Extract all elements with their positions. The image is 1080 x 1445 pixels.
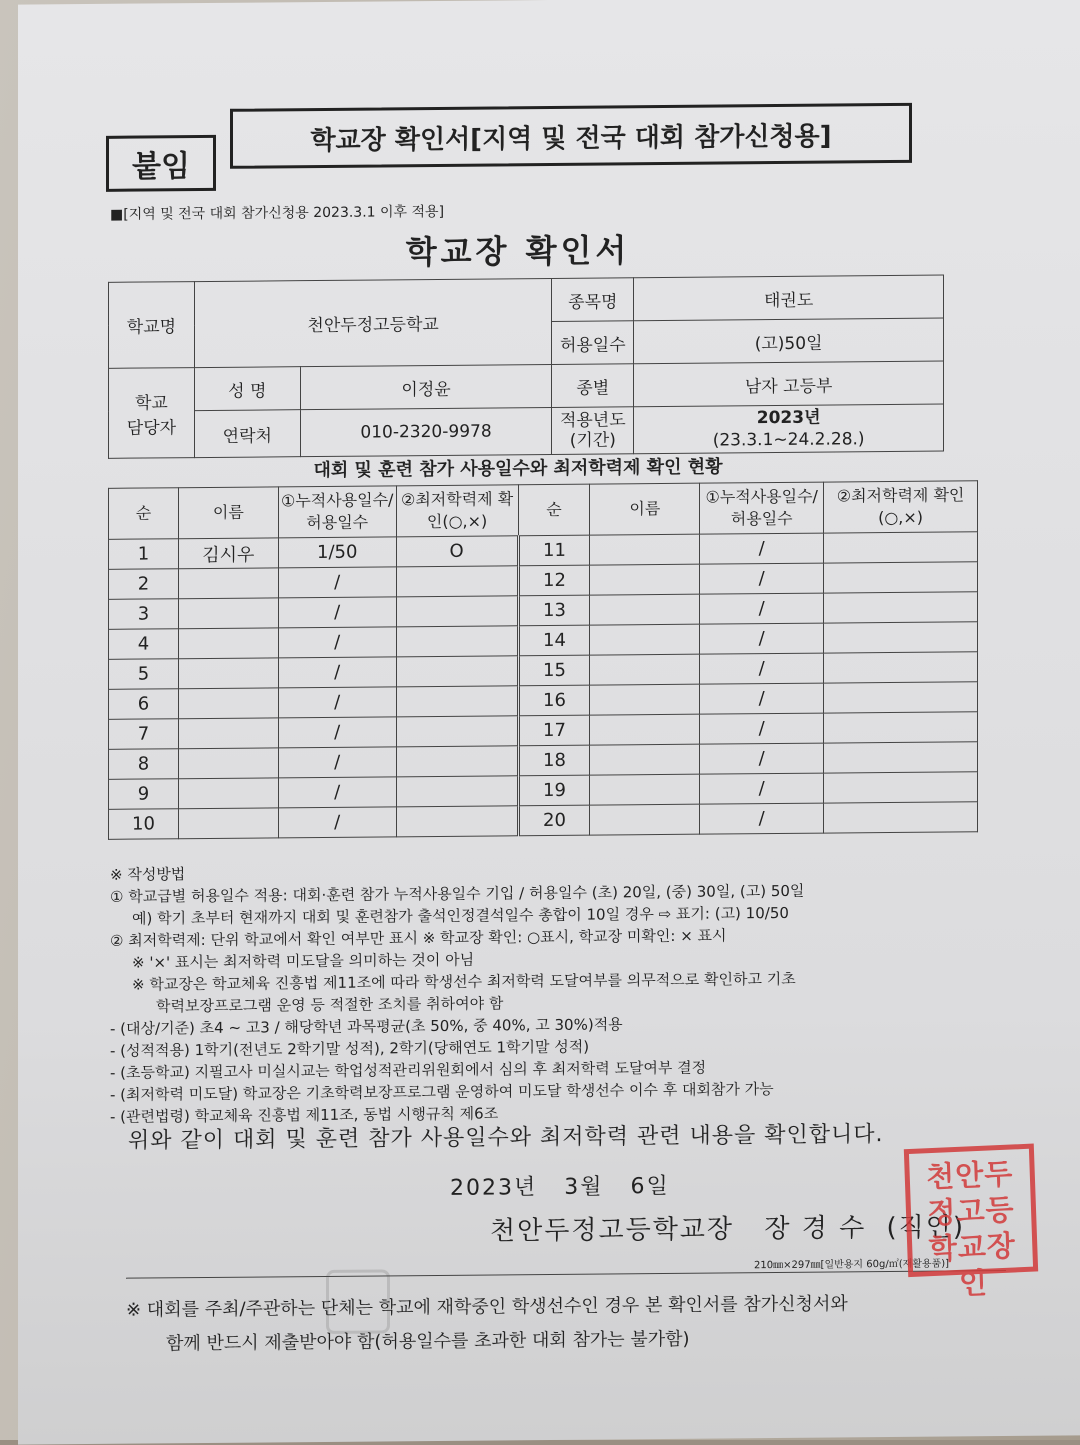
instruction-line: - (성적적용) 1학기(전년도 2학기말 성적), 2학기(당해연도 1학기말 성적) (110, 1037, 590, 1060)
row-number: 8 (109, 749, 179, 780)
allowed-days-value: (고)50일 (634, 318, 944, 364)
school-label: 학교명 (109, 282, 195, 369)
attachment-tag-text: 붙임 (132, 149, 190, 185)
issue-date (450, 1169, 670, 1202)
usage-table (108, 480, 978, 840)
row-number: 17 (518, 715, 590, 746)
row-min-grade (396, 686, 518, 717)
row-min-grade (824, 772, 978, 803)
row-min-grade (824, 802, 978, 833)
col-name-left: 이름 (178, 487, 278, 539)
confirm-text: 위와 같이 대회 및 훈련 참가 사용일수와 최저학력 관련 내용을 확인합니다. (128, 1122, 884, 1154)
usage-heading: 대회 및 훈련 참가 사용일수와 최저학력제 확인 현황 (313, 456, 723, 482)
row-days: / (700, 593, 824, 624)
document-page (18, 0, 1080, 1445)
header-title: 학교장 확인서[지역 및 전국 대회 참가신청용] (310, 121, 832, 156)
row-days: / (700, 623, 824, 654)
row-days: / (700, 803, 824, 834)
row-number: 18 (518, 745, 590, 776)
row-min-grade (396, 776, 518, 807)
row-days: / (278, 807, 396, 838)
date-month: 3월 (564, 1174, 604, 1200)
instruction-line: - (최저학력 미도달) 학교장은 기초학력보장프로그램 운영하여 미도달 학생선수 이수 후 대회참가 가능 (110, 1080, 774, 1104)
name-value: 이정윤 (300, 364, 552, 409)
row-number: 11 (518, 535, 590, 566)
row-days: / (278, 687, 396, 718)
seal-text: 천안두정고등학교장인 (925, 1156, 1017, 1301)
col-min-left: ②최저학력제 확인(○,×) (396, 485, 518, 537)
row-min-grade (824, 712, 978, 743)
row-min-grade (396, 746, 518, 777)
row-min-grade (396, 656, 518, 687)
contact-label: 연락처 (194, 410, 300, 458)
row-days: / (700, 743, 824, 774)
instruction-line: ② 최저학력제: 단위 학교에서 확인 여부만 표시 ※ 학교장 확인: ○표시, 학교장 미확인: × 표시 (110, 926, 727, 950)
row-min-grade (824, 652, 978, 683)
row-min-grade (824, 682, 978, 713)
row-name (178, 598, 278, 629)
row-name (590, 594, 700, 625)
row-number: 5 (109, 659, 179, 690)
row-number: 9 (109, 779, 179, 810)
row-min-grade (824, 592, 978, 623)
info-table (108, 275, 944, 459)
principal-seal-label: (직인) (886, 1212, 965, 1244)
row-name (178, 628, 278, 659)
row-name: 김시우 (178, 538, 278, 569)
principal-name: 장 경 수 (764, 1213, 867, 1245)
row-days: / (700, 683, 824, 714)
row-name (590, 624, 700, 655)
allowed-days-label: 허용일수 (552, 321, 634, 365)
row-name (590, 684, 700, 715)
row-number: 12 (518, 565, 590, 596)
attachment-tag (106, 135, 216, 192)
row-name (590, 564, 700, 595)
document-title: 학교장 확인서 (405, 231, 631, 272)
row-min-grade (824, 562, 978, 593)
row-name (178, 568, 278, 599)
col-name-right: 이름 (590, 483, 700, 535)
usage-header-row (109, 481, 978, 540)
instruction-line: ※ 작성방법 (110, 865, 186, 884)
row-min-grade (824, 742, 978, 773)
row-days: / (278, 747, 396, 778)
col-min-right: ②최저학력제 확인(○,×) (824, 481, 978, 533)
col-no-right: 순 (518, 484, 590, 536)
division-value: 남자 고등부 (634, 361, 944, 407)
table-row (109, 802, 978, 840)
row-name (178, 688, 278, 719)
row-name (178, 658, 278, 689)
row-days: / (278, 627, 396, 658)
event-label: 종목명 (552, 278, 634, 322)
row-number: 3 (109, 599, 179, 630)
instruction-line: - (대상/기준) 초4 ~ 고3 / 해당학년 과목평균(초 50%, 중 40%, 고 30%)적용 (110, 1015, 623, 1038)
row-name (178, 718, 278, 749)
row-number: 15 (518, 655, 590, 686)
row-name (178, 808, 278, 839)
row-number: 6 (109, 689, 179, 720)
instruction-line: ※ '×' 표시는 최저학력 미도달을 의미하는 것이 아님 (132, 950, 475, 972)
row-min-grade: O (396, 536, 518, 567)
division-label: 종별 (552, 364, 634, 408)
date-day: 6일 (630, 1173, 670, 1200)
row-min-grade (396, 626, 518, 657)
row-min-grade (396, 566, 518, 597)
row-number: 10 (109, 809, 179, 840)
instructions (110, 858, 804, 1128)
row-min-grade (824, 622, 978, 653)
instruction-line: - (관련법령) 학교체육 진흥법 제11조, 동법 시행규칙 제6조 (110, 1104, 499, 1126)
row-min-grade (396, 596, 518, 627)
footer-note-line: ※ 대회를 주최/주관하는 단체는 학교에 재학중인 학생선수인 경우 본 확인서를 참가신청서와 (126, 1293, 848, 1321)
row-days: / (700, 713, 824, 744)
instruction-line: - (초등학교) 지필고사 미실시교는 학업성적관리위원회에서 심의 후 최저학력 도달여부 결정 (110, 1058, 707, 1082)
row-name (178, 778, 278, 809)
row-number: 1 (109, 539, 179, 570)
instruction-line: 학력보장프로그램 운영 등 적절한 조치를 취하여야 함 (156, 994, 504, 1016)
instruction-line: ※ 학교장은 학교체육 진흥법 제11조에 따라 학생선수 최저학력 도달여부를 의무적으로 확인하고 기초 (132, 969, 796, 994)
row-number: 19 (518, 775, 590, 806)
contact-value: 010-2320-9978 (300, 407, 552, 456)
row-name (590, 774, 700, 805)
name-label: 성 명 (194, 367, 300, 411)
row-name (590, 534, 700, 565)
staff-label: 학교 담당자 (109, 368, 195, 459)
row-number: 14 (518, 625, 590, 656)
row-days: / (278, 567, 396, 598)
row-number: 13 (518, 595, 590, 626)
footer-note (126, 1287, 848, 1361)
row-days: / (278, 657, 396, 688)
divider (126, 1270, 1006, 1279)
row-min-grade (396, 806, 518, 837)
year-cell (634, 404, 944, 454)
col-no-left: 순 (109, 488, 179, 540)
row-number: 4 (109, 629, 179, 660)
principal-line (490, 1206, 965, 1247)
col-days-right: ①누적사용일수/허용일수 (700, 482, 824, 534)
col-days-left: ①누적사용일수/허용일수 (278, 486, 396, 538)
year-label: 적용년도 (기간) (552, 407, 634, 455)
row-name (178, 748, 278, 779)
row-days: 1/50 (278, 537, 396, 568)
row-number: 7 (109, 719, 179, 750)
row-name (590, 744, 700, 775)
row-days: / (700, 533, 824, 564)
official-seal (904, 1144, 1038, 1301)
row-days: / (278, 597, 396, 628)
row-days: / (278, 777, 396, 808)
row-number: 20 (518, 805, 590, 836)
instruction-line: ① 학교급별 허용일수 적용: 대회·훈련 참가 누적사용일수 기입 / 허용일수 (초) 20일, (중) 30일, (고) 50일 (110, 881, 805, 906)
row-days: / (700, 563, 824, 594)
event-value: 태권도 (634, 275, 944, 321)
date-year: 2023년 (450, 1175, 538, 1201)
row-number: 2 (109, 569, 179, 600)
row-days: / (700, 773, 824, 804)
period-value: (23.3.1~24.2.28.) (712, 429, 865, 451)
row-days: / (278, 717, 396, 748)
paper-spec: 210㎜×297㎜[일반용지 60g/㎡(재활용품)] (754, 1258, 950, 1272)
instruction-line: 예) 학기 초부터 현재까지 대회 및 훈련참가 출석인정결석일수 총합이 10일 경우 ⇨ 표기: (고) 10/50 (132, 903, 789, 928)
row-name (590, 804, 700, 835)
row-number: 16 (518, 685, 590, 716)
year-value: 2023년 (756, 407, 821, 429)
footer-note-line: 함께 반드시 제출받아야 함(허용일수를 초과한 대회 참가는 불가함) (166, 1328, 690, 1355)
row-name (590, 654, 700, 685)
form-note: ■[지역 및 전국 대회 참가신청용 2023.3.1 이후 적용] (110, 203, 445, 223)
row-min-grade (824, 532, 978, 563)
row-name (590, 714, 700, 745)
row-days: / (700, 653, 824, 684)
row-min-grade (396, 716, 518, 747)
header-title-box (230, 103, 912, 169)
principal-title: 천안두정고등학교장 (490, 1214, 735, 1247)
school-value: 천안두정고등학교 (194, 278, 551, 367)
